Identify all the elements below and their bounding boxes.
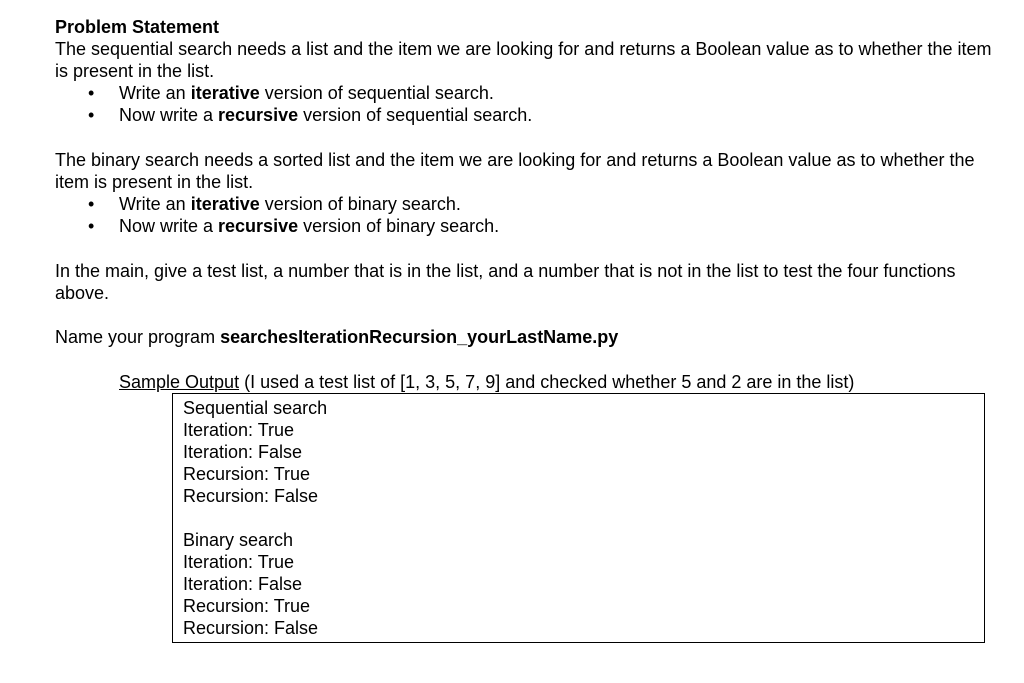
binary-bullet-iterative [55, 193, 995, 215]
bullet-text-prefix: Now write a [119, 105, 219, 125]
spacer [55, 304, 995, 326]
spacer [55, 237, 995, 260]
program-filename: searchesIterationRecursion_yourLastName.py [220, 327, 619, 347]
output-line: Recursion: True [183, 464, 311, 484]
sequential-bullet-recursive [55, 104, 995, 126]
program-name-line [55, 326, 995, 348]
output-blank-line [183, 507, 975, 529]
spacer [55, 348, 995, 371]
bullet-text-suffix: version of sequential search. [259, 83, 494, 103]
sample-output-caption [119, 371, 995, 393]
spacer [55, 126, 995, 149]
bullet-text-suffix: version of sequential search. [298, 105, 533, 125]
bullet-icon: • [88, 105, 95, 125]
bullet-text-bold: recursive [218, 216, 299, 236]
binary-bullet-recursive [55, 215, 995, 237]
bullet-icon: • [88, 194, 95, 214]
sequential-bullet-list [55, 82, 995, 126]
bullet-text-suffix: version of binary search. [298, 216, 500, 236]
bullet-text-prefix: Now write a [119, 216, 219, 236]
problem-statement-heading: Problem Statement [55, 17, 220, 37]
output-line: Iteration: False [183, 442, 303, 462]
output-line: Recursion: True [183, 596, 311, 616]
bullet-text-prefix: Write an [119, 83, 191, 103]
sequential-search-intro: The sequential search needs a list and the item we are looking for and returns a Boolean value as to whether the item is present in the list. [55, 39, 992, 81]
bullet-text-bold: iterative [190, 194, 260, 214]
output-line: Iteration: True [183, 552, 295, 572]
output-line: Iteration: True [183, 420, 295, 440]
output-line: Recursion: False [183, 618, 319, 638]
binary-bullet-list [55, 193, 995, 237]
sequential-bullet-iterative [55, 82, 995, 104]
sample-output-label: Sample Output [119, 372, 240, 392]
bullet-text-prefix: Write an [119, 194, 191, 214]
bullet-text-bold: recursive [218, 105, 299, 125]
main-instruction: In the main, give a test list, a number that is in the list, and a number that is not in the list to test the four functions above. [55, 261, 956, 303]
output-line: Iteration: False [183, 574, 303, 594]
bullet-icon: • [88, 83, 95, 103]
output-line: Binary search [183, 530, 294, 550]
bullet-icon: • [88, 216, 95, 236]
output-line: Sequential search [183, 398, 328, 418]
bullet-text-bold: iterative [190, 83, 260, 103]
program-name-prefix: Name your program [55, 327, 221, 347]
binary-search-intro: The binary search needs a sorted list and the item we are looking for and returns a Boolean value as to whether the item is present in the list. [55, 150, 975, 192]
output-line: Recursion: False [183, 486, 319, 506]
sample-output-box [172, 393, 985, 643]
bullet-text-suffix: version of binary search. [259, 194, 461, 214]
document-page [55, 16, 995, 643]
sample-output-note: (I used a test list of [1, 3, 5, 7, 9] and checked whether 5 and 2 are in the list) [239, 372, 855, 392]
